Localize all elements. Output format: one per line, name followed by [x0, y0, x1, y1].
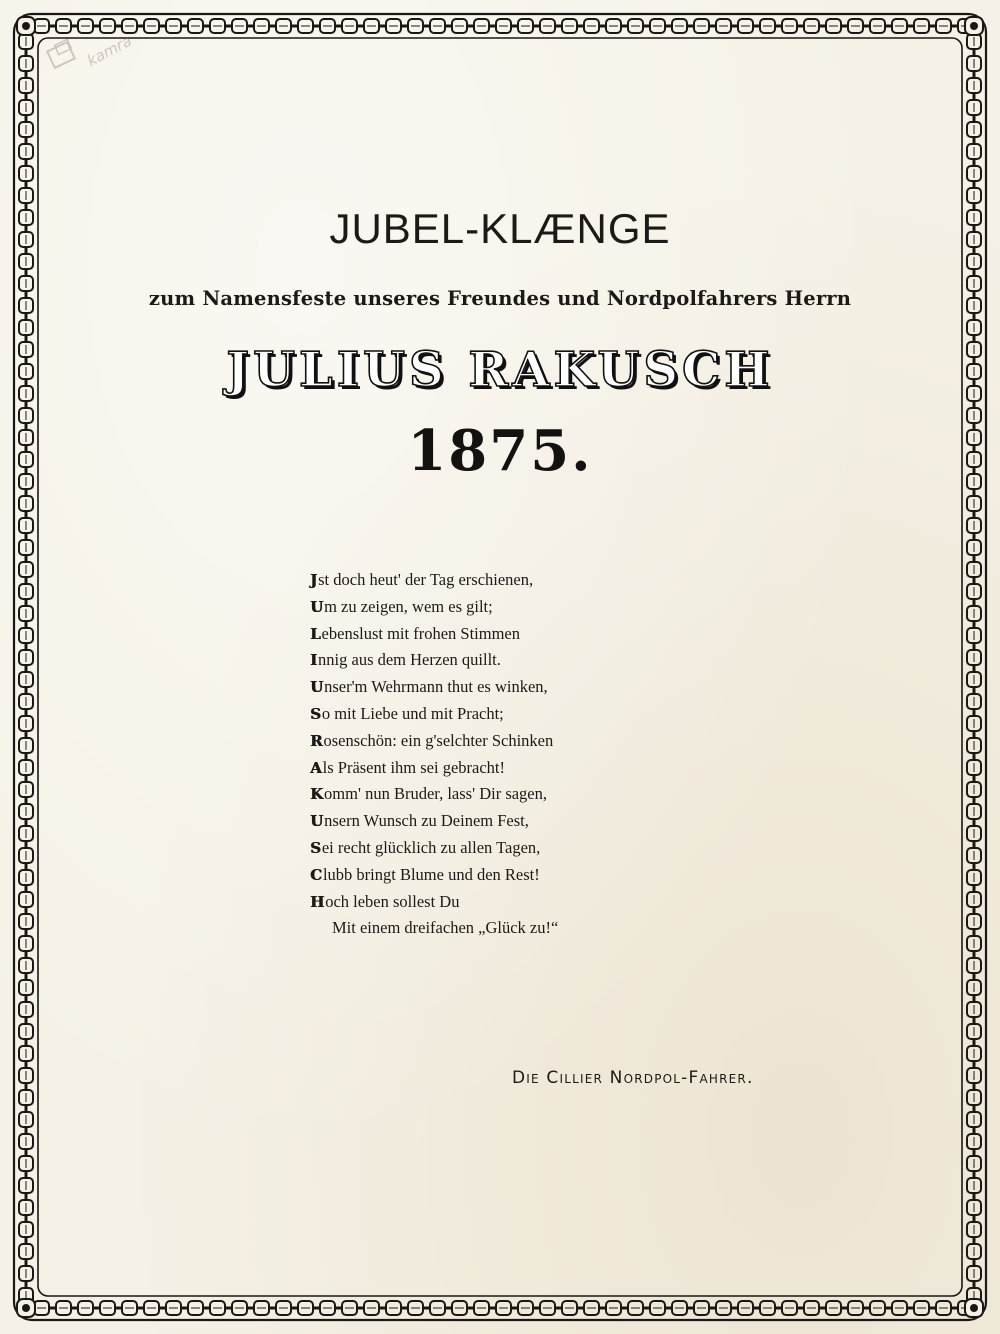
- poem-line: [310, 781, 730, 808]
- poem-line: [310, 728, 730, 755]
- signature: Die Cillier Nordpol-Fahrer.: [512, 1068, 754, 1088]
- poem-line-text: omm' nun Bruder, lass' Dir sagen,: [324, 784, 548, 804]
- poem-line-initial: U: [310, 678, 324, 697]
- year: 1875.: [407, 418, 593, 484]
- poem-line-text: nsern Wunsch zu Deinem Fest,: [324, 811, 529, 831]
- poem-line-initial: S: [310, 838, 321, 857]
- watermark: [44, 31, 154, 116]
- poem-line-text: m zu zeigen, wem es gilt;: [324, 596, 493, 616]
- poem-line-initial: R: [310, 731, 323, 750]
- poem-line: [310, 835, 730, 862]
- poem-line: [310, 647, 730, 674]
- poem-line-initial: U: [310, 812, 324, 831]
- poem-line-initial: C: [310, 865, 322, 884]
- poem-line-initial: K: [310, 785, 324, 804]
- page-title: JUBEL-KLÆNGE: [329, 205, 671, 252]
- poem-line: [310, 701, 730, 728]
- poem-line-text: och leben sollest Du: [325, 891, 460, 911]
- poem-closing-line: Mit einem dreifachen „Glück zu!“: [332, 918, 559, 938]
- poem-line: [310, 567, 730, 594]
- watermark-text: kamra: [84, 31, 135, 70]
- poem-line-initial: S: [310, 704, 321, 723]
- poem-line: [310, 621, 730, 648]
- poem-line: [310, 808, 730, 835]
- poem-line: [310, 889, 730, 916]
- poem-line-text: st doch heut' der Tag erschienen,: [318, 570, 534, 589]
- poem-line-initial: A: [310, 758, 322, 777]
- page-subtitle: zum Namensfeste unseres Freundes und Nordpolfahrers Herrn: [148, 287, 852, 310]
- poem-line-text: o mit Liebe und mit Pracht;: [321, 703, 504, 723]
- poem-line: [310, 755, 730, 782]
- watermark-logo-icon: [44, 36, 84, 76]
- poem-line-text: ei recht glücklich zu allen Tagen,: [321, 837, 541, 857]
- poem: [310, 567, 730, 941]
- poem-line-text: ls Präsent ihm sei gebracht!: [322, 757, 506, 777]
- poem-line-text: nnig aus dem Herzen quillt.: [318, 650, 501, 670]
- poem-line-initial: H: [310, 892, 325, 911]
- poem-line-text: lubb bringt Blume und den Rest!: [322, 864, 540, 884]
- poem-line: [310, 594, 730, 621]
- poem-line-initial: J: [310, 571, 318, 589]
- poem-line-text: osenschön: ein g'selchter Schinken: [323, 730, 554, 750]
- honoree-name: JULIUS RAKUSCH: [226, 342, 774, 398]
- poem-line-text: nser'm Wehrmann thut es winken,: [324, 677, 548, 697]
- poem-line: [310, 862, 730, 889]
- poem-line-initial: U: [310, 597, 324, 616]
- poem-line-initial: L: [310, 624, 321, 643]
- poem-line-text: ebenslust mit frohen Stimmen: [321, 623, 520, 643]
- poem-line-initial: I: [310, 651, 318, 670]
- poem-line: [310, 674, 730, 701]
